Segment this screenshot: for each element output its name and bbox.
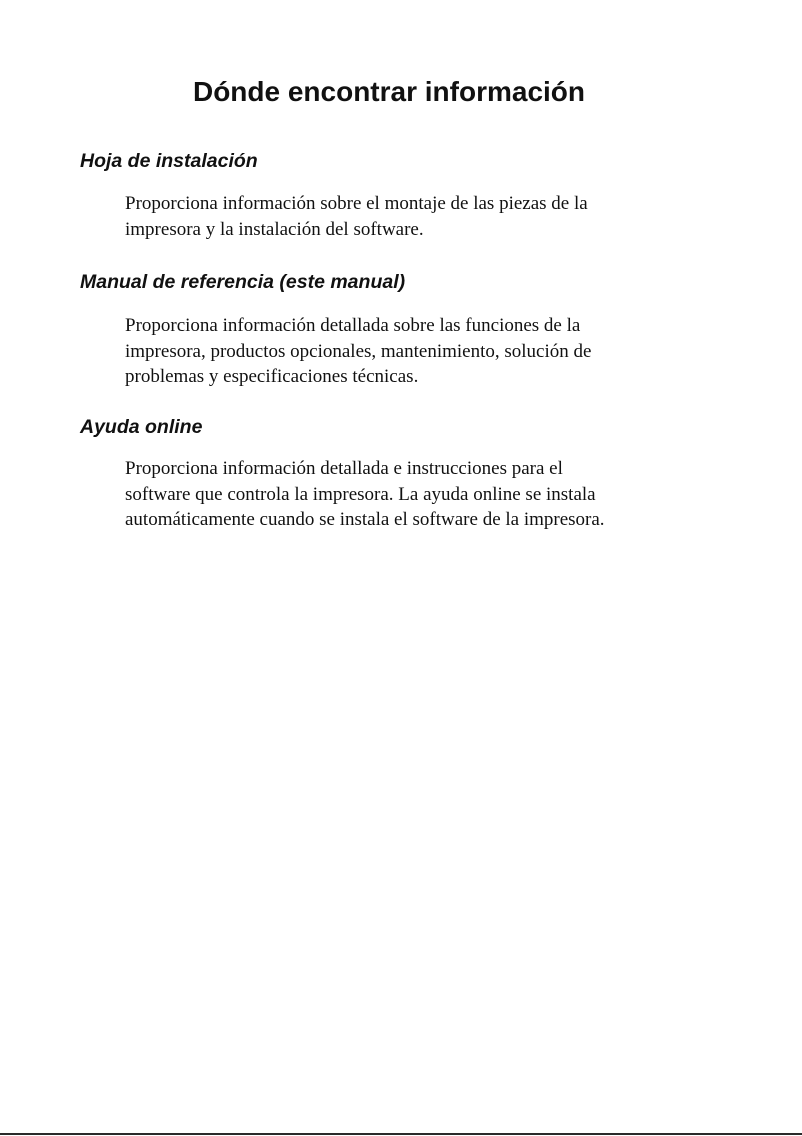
text-line: Proporciona información sobre el montaje de las piezas de la xyxy=(125,193,588,214)
section-heading-installation-sheet: Hoja de instalación xyxy=(80,150,258,172)
text-line: automáticamente cuando se instala el software de la impresora. xyxy=(125,509,605,530)
section-heading-reference-manual: Manual de referencia (este manual) xyxy=(80,271,406,293)
text-line: impresora y la instalación del software. xyxy=(125,218,424,240)
text-line: Proporciona información detallada e instrucciones para el xyxy=(125,458,563,479)
section-paragraph-reference-manual xyxy=(125,313,725,390)
text-line: Proporciona información detallada sobre las funciones de la xyxy=(125,315,581,336)
text-line: impresora, productos opcionales, mantenimiento, solución de xyxy=(125,340,592,362)
section-paragraph-online-help xyxy=(125,456,725,533)
text-line: problemas y especificaciones técnicas. xyxy=(125,366,419,387)
footer-rule xyxy=(0,1133,802,1135)
section-paragraph-installation-sheet xyxy=(125,191,725,242)
text-line: software que controla la impresora. La ayuda online se instala xyxy=(125,483,596,505)
page-title: Dónde encontrar información xyxy=(192,76,586,107)
section-heading-online-help: Ayuda online xyxy=(80,416,203,438)
